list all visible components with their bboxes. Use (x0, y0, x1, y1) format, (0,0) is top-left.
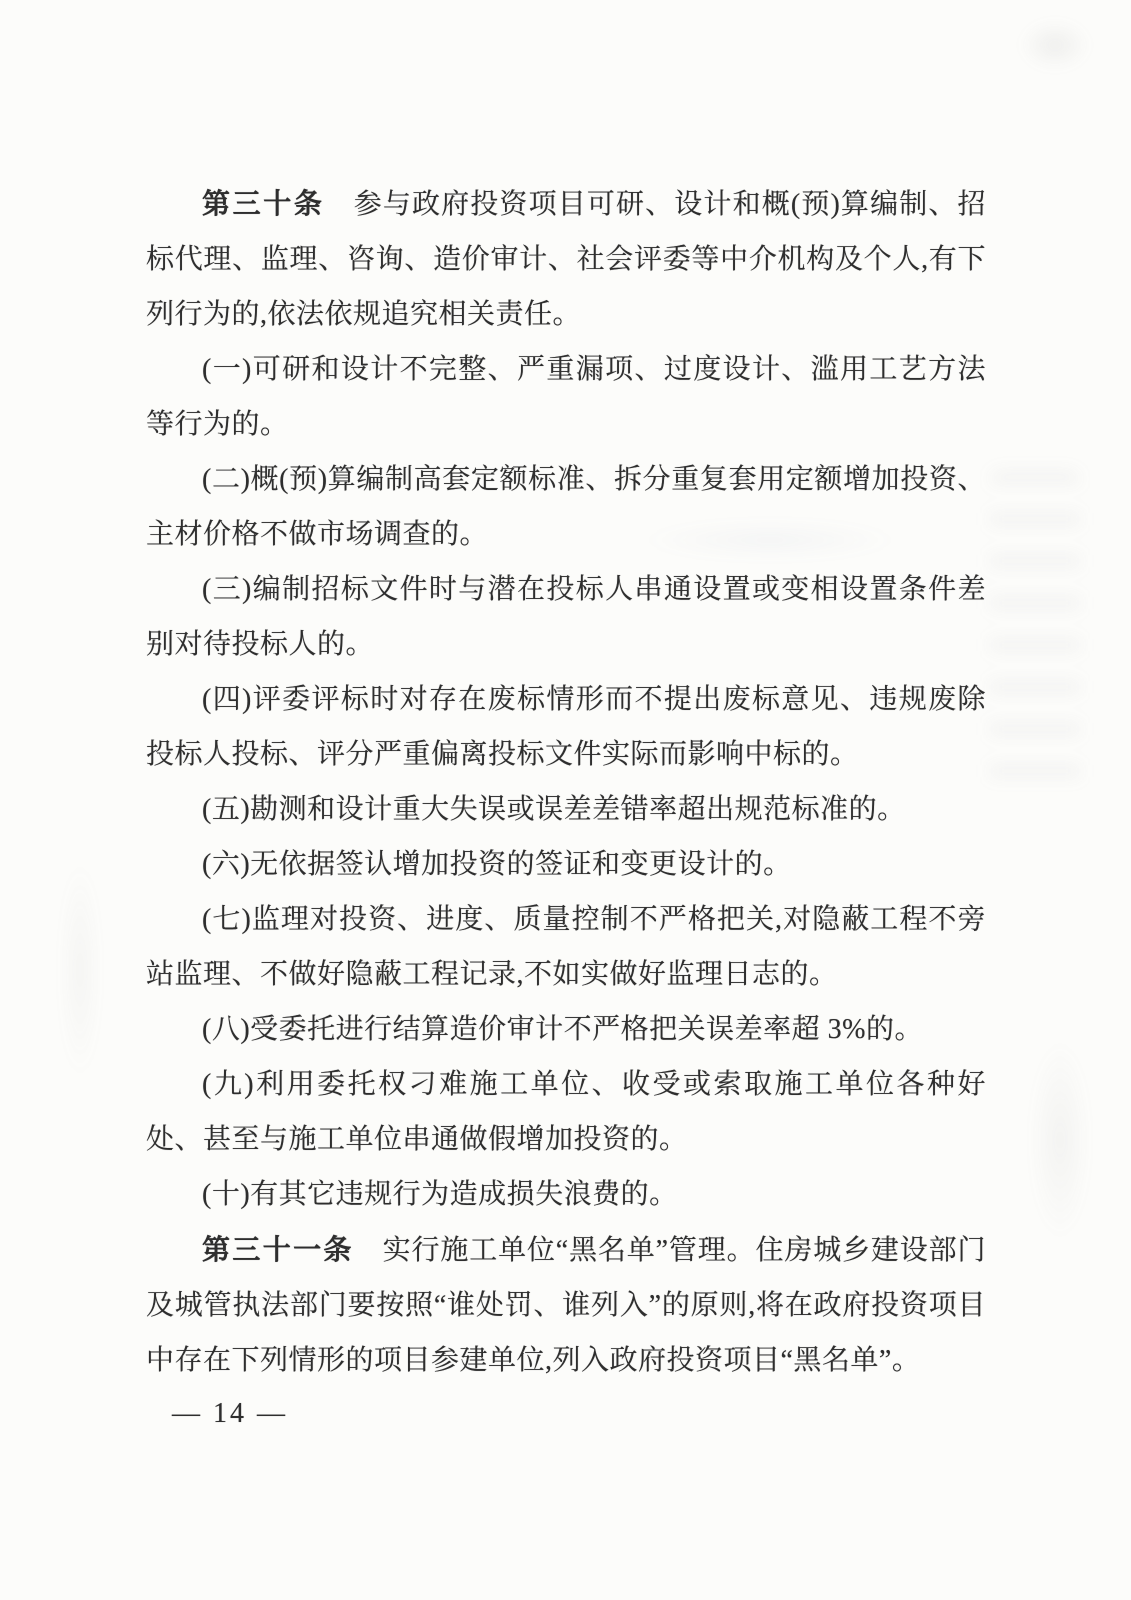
item-6-text: (六)无依据签认增加投资的签证和变更设计的。 (202, 849, 792, 880)
paragraph-item-2 (146, 452, 986, 562)
article-31-number: 第三十一条 (202, 1234, 354, 1265)
item-8-text: (八)受委托进行结算造价审计不严格把关误差率超 3%的。 (202, 1014, 923, 1045)
item-5-text: (五)勘测和设计重大失误或误差差错率超出规范标准的。 (202, 794, 906, 825)
scan-ghosting (990, 470, 1080, 800)
article-31-body: 实行施工单位“黑名单”管理。住房城乡建设部门及城管执法部门要按照“谁处罚、谁列入”的原则,将在政府投资项目中存在下列情形的项目参建单位,列入政府投资项目“黑名单”。 (146, 1235, 986, 1376)
paragraph-item-4 (146, 672, 986, 782)
paragraph-item-5 (146, 782, 986, 837)
paragraph-item-9 (146, 1057, 986, 1167)
item-3-text: (三)编制招标文件时与潜在投标人串通设置或变相设置条件差别对待投标人的。 (146, 574, 986, 660)
item-7-text: (七)监理对投资、进度、质量控制不严格把关,对隐蔽工程不旁站监理、不做好隐蔽工程记录,不如实做好监理日志的。 (146, 904, 986, 990)
paragraph-item-8 (146, 1002, 986, 1057)
paragraph-item-3 (146, 562, 986, 672)
page-number: — 14 — (172, 1398, 288, 1429)
item-2-text: (二)概(预)算编制高套定额标准、拆分重复套用定额增加投资、主材价格不做市场调查的。 (146, 464, 986, 550)
item-1-text: (一)可研和设计不完整、严重漏项、过度设计、滥用工艺方法等行为的。 (146, 354, 986, 440)
item-4-text: (四)评委评标时对存在废标情形而不提出废标意见、违规废除投标人投标、评分严重偏离投标文件实际而影响中标的。 (146, 684, 986, 770)
paragraph-article-30 (146, 176, 986, 342)
article-30-number: 第三十条 (202, 188, 325, 219)
paragraph-item-7 (146, 892, 986, 1002)
article-30-body: 参与政府投资项目可研、设计和概(预)算编制、招标代理、监理、咨询、造价审计、社会评委等中介机构及个人,有下列行为的,依法依规追究相关责任。 (146, 189, 986, 330)
paragraph-item-1 (146, 342, 986, 452)
scan-smudge (60, 860, 100, 1080)
item-10-text: (十)有其它违规行为造成损失浪费的。 (202, 1179, 678, 1210)
scan-smudge (1030, 1040, 1090, 1240)
item-9-text: (九)利用委托权刁难施工单位、收受或索取施工单位各种好处、甚至与施工单位串通做假增加投资的。 (146, 1069, 986, 1155)
paragraph-item-10 (146, 1167, 986, 1222)
document-text-block (146, 176, 986, 1388)
paragraph-item-6 (146, 837, 986, 892)
paragraph-article-31 (146, 1222, 986, 1388)
scan-smudge (1020, 20, 1090, 70)
